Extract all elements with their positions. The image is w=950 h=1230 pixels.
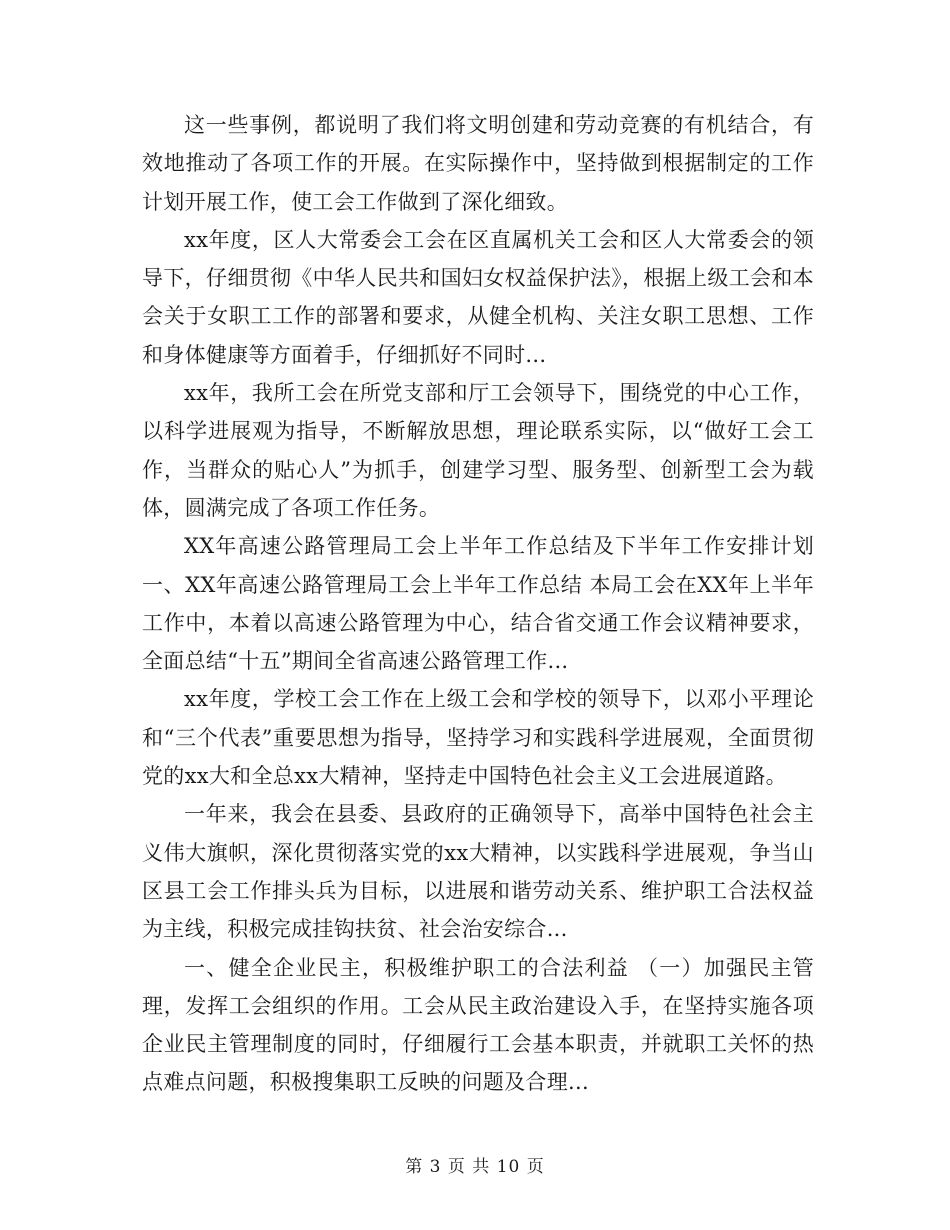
page-number: 第 3 页 共 10 页 — [405, 1157, 545, 1177]
paragraph-1: 这一些事例，都说明了我们将文明创建和劳动竞赛的有机结合，有效地推动了各项工作的开展。在实际操作中，坚持做到根据制定的工作计划开展工作，使工会工作做到了深化细致。 — [142, 113, 814, 214]
paragraph-5: xx年度，学校工会工作在上级工会和学校的领导下，以邓小平理论和“三个代表”重要思想为指导，坚持学习和实践科学进展观，全面贯彻党的xx大和全总xx大精神，坚持走中国特色社会主义工会进展道路。 — [142, 687, 814, 789]
document-body — [142, 106, 814, 1102]
paragraph-6: 一年来，我会在县委、县政府的正确领导下，高举中国特色社会主义伟大旗帜，深化贯彻落实党的xx大精神，以实践科学进展观，争当山区县工会工作排头兵为目标，以进展和谐劳动关系、维护职工合法权益为主线，积极完成挂钩扶贫、社会治安综合... — [142, 802, 814, 942]
page-footer — [0, 1152, 950, 1177]
paragraph-3: xx年，我所工会在所党支部和厅工会领导下，围绕党的中心工作，以科学进展观为指导，不断解放思想，理论联系实际，以“做好工会工作，当群众的贴心人”为抓手，创建学习型、服务型、创新型工会为载体，圆满完成了各项工作任务。 — [142, 381, 814, 520]
paragraph-7: 一、健全企业民主，积极维护职工的合法利益 （一）加强民主管理，发挥工会组织的作用。工会从民主政治建设入手，在坚持实施各项企业民主管理制度的同时，仔细履行工会基本职责，并就职工关怀的热点难点问题，积极搜集职工反映的问题及合理... — [142, 955, 814, 1095]
paragraph-2: xx年度，区人大常委会工会在区直属机关工会和区人大常委会的领导下，仔细贯彻《中华人民共和国妇女权益保护法》，根据上级工会和本会关于女职工工作的部署和要求，从健全机构、关注女职工思想、工作和身体健康等方面着手，仔细抓好不同时... — [142, 227, 814, 367]
paragraph-4: XX年高速公路管理局工会上半年工作总结及下半年工作安排计划 一、XX年高速公路管理局工会上半年工作总结 本局工会在XX年上半年工作中，本着以高速公路管理为中心，结合省交通工作会议精神要求，全面总结“十五”期间全省高速公路管理工作... — [142, 534, 814, 674]
